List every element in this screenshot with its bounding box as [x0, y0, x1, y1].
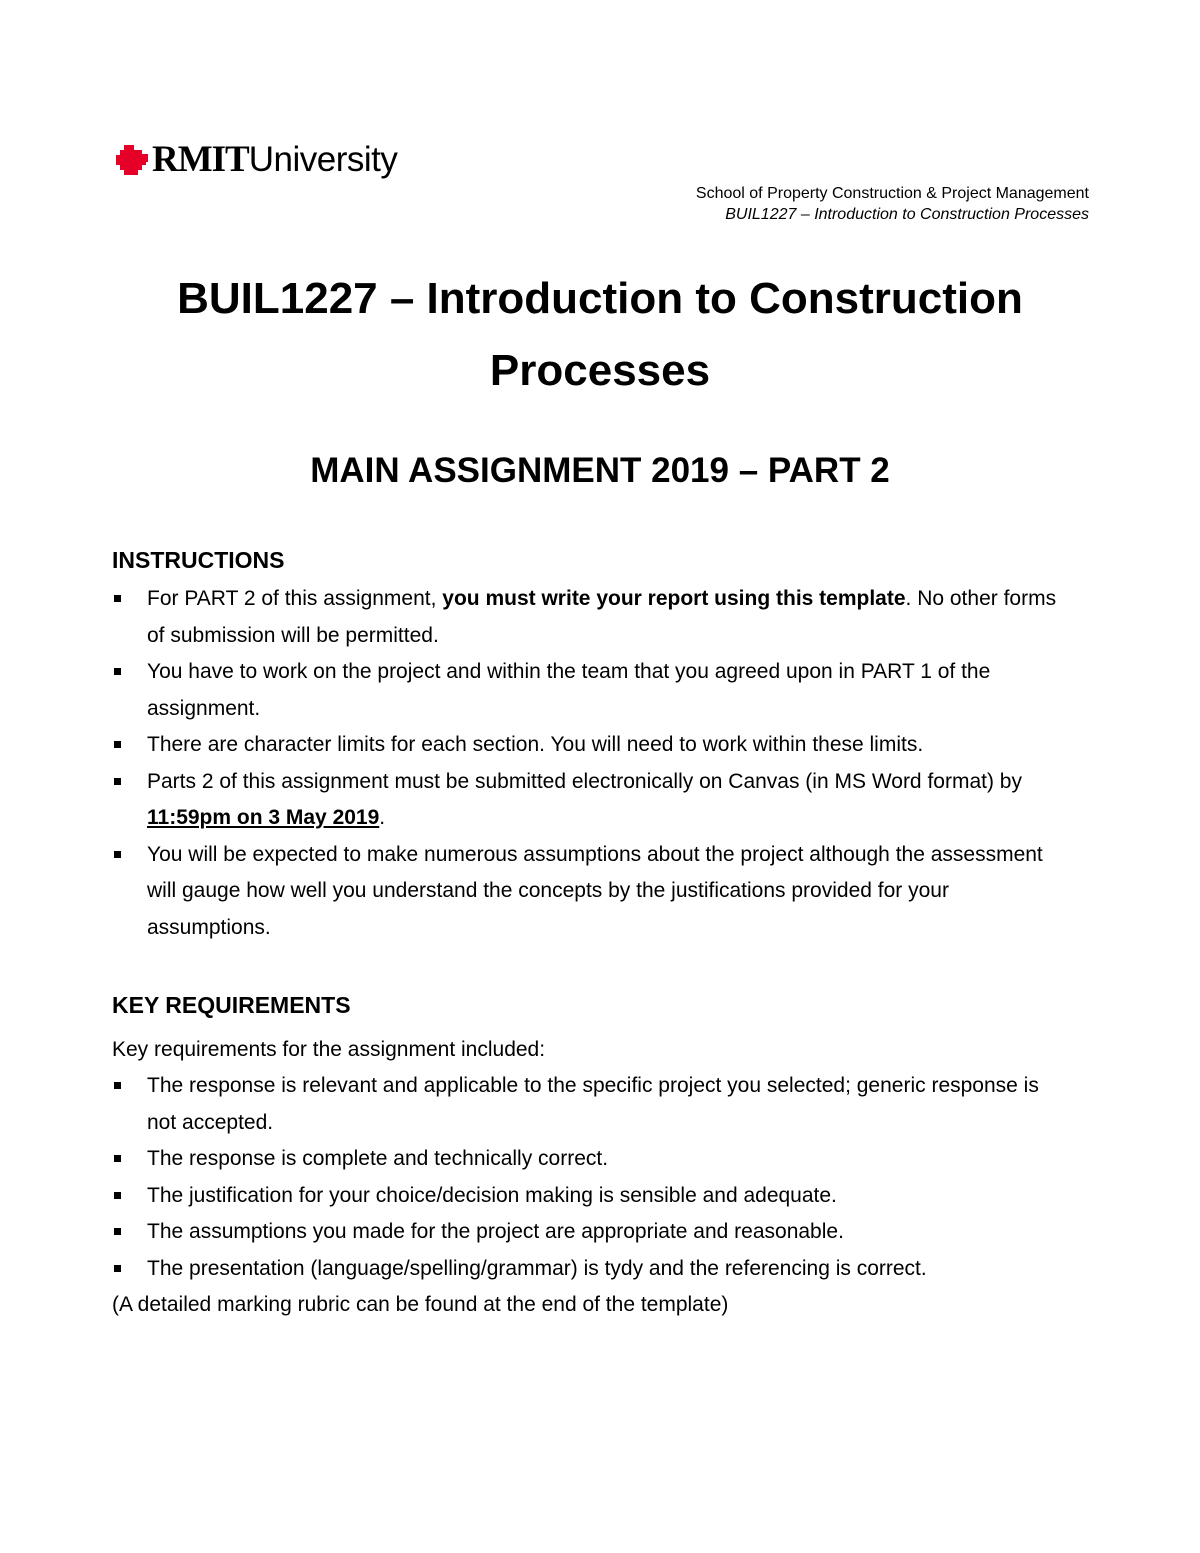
list-item: For PART 2 of this assignment, you must write your report using this template. No other forms of submission will be permitted. — [112, 581, 1072, 654]
square-bullet-icon — [114, 1265, 121, 1272]
instructions-section — [112, 545, 1072, 946]
logo-brand-regular: University — [248, 140, 398, 179]
course-name: BUIL1227 – Introduction to Construction Processes — [725, 206, 1089, 223]
key-requirements-section — [112, 990, 1072, 1323]
square-bullet-icon — [114, 741, 121, 748]
logo-wordmark — [152, 138, 397, 182]
due-date: 11:59pm on 3 May 2019 — [147, 806, 380, 829]
square-bullet-icon — [114, 1228, 121, 1235]
list-item: The presentation (language/spelling/grammar) is tydy and the referencing is correct. — [112, 1251, 1072, 1288]
list-item: You will be expected to make numerous assumptions about the project although the assessment will gauge how well you understand the concepts by the justifications provided for your assumptions. — [112, 837, 1072, 947]
key-requirements-intro: Key requirements for the assignment included: — [112, 1038, 546, 1061]
emphasis-text: you must write your report using this template — [442, 587, 906, 610]
square-bullet-icon — [114, 668, 121, 675]
square-bullet-icon — [114, 1192, 121, 1199]
square-bullet-icon — [114, 595, 121, 602]
square-bullet-icon — [114, 1082, 121, 1089]
logo-brand-bold: RMIT — [152, 139, 249, 180]
list-item: The assumptions you made for the project are appropriate and reasonable. — [112, 1214, 1072, 1251]
document-subtitle: MAIN ASSIGNMENT 2019 – PART 2 — [310, 451, 890, 490]
key-requirements-list — [112, 1068, 1072, 1287]
header-info — [696, 183, 1089, 225]
list-item: The response is relevant and applicable to the specific project you selected; generic response is not accepted. — [112, 1068, 1072, 1141]
instructions-heading: INSTRUCTIONS — [112, 547, 285, 573]
key-requirements-heading: KEY REQUIREMENTS — [112, 992, 351, 1018]
marking-rubric-note: (A detailed marking rubric can be found at the end of the template) — [112, 1293, 729, 1316]
list-item: The response is complete and technically correct. — [112, 1141, 1072, 1178]
title-line-1: BUIL1227 – Introduction to Construction — [177, 274, 1023, 323]
list-item: Parts 2 of this assignment must be submitted electronically on Canvas (in MS Word format) by 11:59pm on 3 May 2019. — [112, 764, 1072, 837]
square-bullet-icon — [114, 778, 121, 785]
rmit-logo — [116, 138, 397, 182]
square-bullet-icon — [114, 1155, 121, 1162]
instructions-list — [112, 581, 1072, 946]
list-item: You have to work on the project and within the team that you agreed upon in PART 1 of the assignment. — [112, 654, 1072, 727]
school-name: School of Property Construction & Project Management — [695, 185, 1089, 202]
title-line-2: Processes — [489, 346, 711, 395]
square-bullet-icon — [114, 851, 121, 858]
rmit-pixel-logo-icon — [116, 145, 150, 175]
list-item: The justification for your choice/decision making is sensible and adequate. — [112, 1178, 1072, 1215]
document-title — [100, 263, 1100, 407]
list-item: There are character limits for each section. You will need to work within these limits. — [112, 727, 1072, 764]
